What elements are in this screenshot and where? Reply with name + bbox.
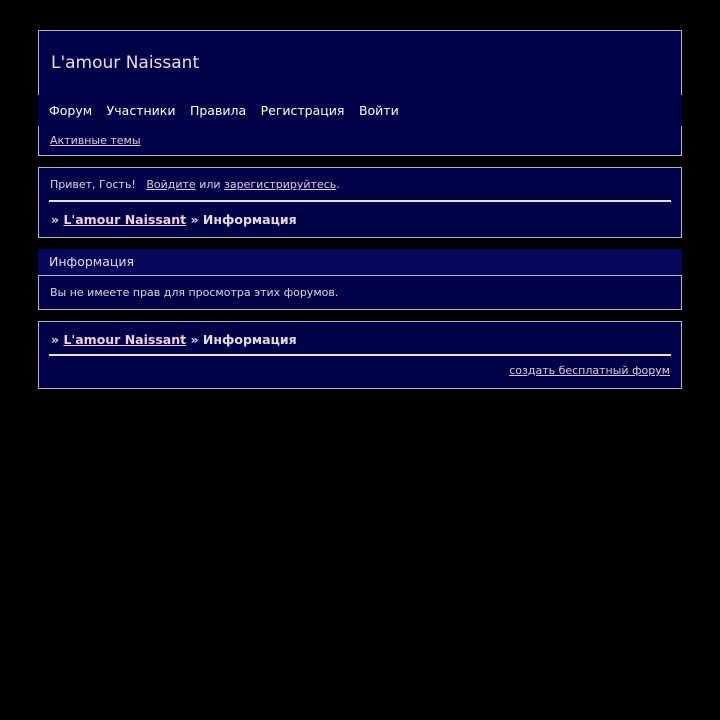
nav-members[interactable]: Участники bbox=[106, 103, 176, 118]
breadcrumb-separator: » bbox=[190, 332, 199, 347]
breadcrumb-current: Информация bbox=[202, 212, 297, 227]
page-wrapper bbox=[38, 30, 682, 389]
login-link[interactable]: Войдите bbox=[146, 178, 196, 191]
free-forum bbox=[509, 364, 670, 377]
nav-register[interactable]: Регистрация bbox=[260, 103, 345, 118]
greeting-text: Привет, Гость! bbox=[50, 178, 136, 191]
info-heading: Информация bbox=[38, 249, 682, 276]
breadcrumb-separator: » bbox=[51, 332, 60, 347]
guest-greeting bbox=[50, 178, 340, 191]
footer-box bbox=[38, 321, 682, 389]
footer-breadcrumb bbox=[51, 332, 297, 347]
site-title: L'amour Naissant bbox=[51, 53, 200, 73]
breadcrumb-current: Информация bbox=[202, 332, 297, 347]
nav-login[interactable]: Войти bbox=[358, 103, 399, 118]
main-navbar bbox=[38, 95, 682, 126]
or-text: или bbox=[199, 178, 221, 191]
breadcrumb-separator: » bbox=[190, 212, 199, 227]
active-topics-link[interactable]: Активные темы bbox=[50, 134, 141, 147]
info-message: Вы не имеете прав для просмотра этих форумов. bbox=[38, 276, 682, 310]
nav-forum[interactable]: Форум bbox=[49, 103, 93, 118]
register-link[interactable]: зарегистрируйтесь bbox=[224, 178, 337, 191]
divider bbox=[49, 354, 671, 356]
greeting-period: . bbox=[336, 178, 340, 191]
breadcrumb bbox=[51, 212, 297, 227]
divider bbox=[49, 200, 671, 202]
breadcrumb-forum-link[interactable]: L'amour Naissant bbox=[63, 332, 187, 347]
create-free-forum-link[interactable]: создать бесплатный форум bbox=[509, 364, 670, 377]
sub-links bbox=[50, 134, 141, 147]
site-header bbox=[38, 30, 682, 156]
breadcrumb-forum-link[interactable]: L'amour Naissant bbox=[63, 212, 187, 227]
breadcrumb-separator: » bbox=[51, 212, 60, 227]
nav-rules[interactable]: Правила bbox=[189, 103, 247, 118]
welcome-box bbox=[38, 167, 682, 238]
